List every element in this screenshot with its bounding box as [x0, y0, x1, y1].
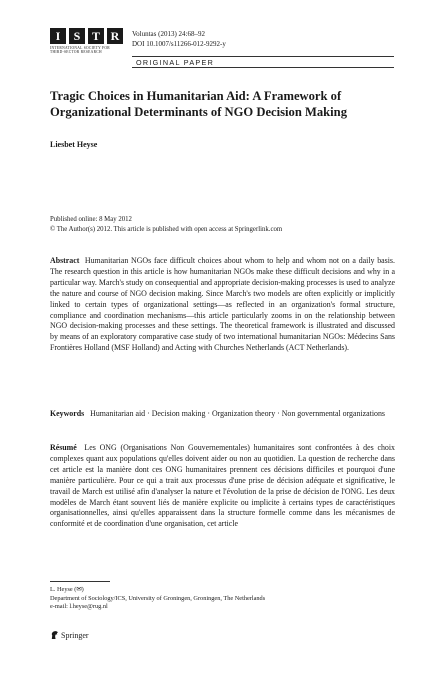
logo-letter: I	[50, 28, 66, 44]
resume-text: Les ONG (Organisations Non Gouvernementales) humanitaires sont confrontées à des choix complexes quant aux populations qu'elles doivent aider ou non au quotidien. La question de recherche dans cet article est la manière dont ces ONG humanitaires prennent ces décisions difficiles et pourquoi d'une manière particulière. Pour ce qui a trait aux processus d'une prise de décision adéquate et significative, le travail de March est utilisé afin d'analyser la nature et l'évolution de la prise de décision de l'ONG. Les deux modèles de March étant souvent liés de manière explicite ou implicite à certains types de caractéristiques organisationnelles, ainsi qu'elles apparaissent dans la structure formelle comme dans les mécanismes de conformité et de coordination d'une organisation, cet article	[50, 443, 395, 529]
footnote-affiliation: Department of Sociology/ICS, University of Groningen, Groningen, The Netherlands	[50, 594, 266, 602]
resume	[50, 443, 395, 530]
abstract	[50, 256, 395, 354]
resume-label: Résumé	[50, 443, 77, 452]
logo-subtitle-line: INTERNATIONAL SOCIETY FOR	[50, 46, 110, 50]
citation-block	[132, 29, 226, 49]
logo-letter: S	[69, 28, 85, 44]
doi[interactable]: DOI 10.1007/s11266-012-9292-y	[132, 40, 226, 48]
keywords	[50, 409, 395, 420]
article-title: Tragic Choices in Humanitarian Aid: A Framework of Organizational Determinants of NGO Decision Making	[50, 89, 347, 119]
footnote-divider	[50, 581, 110, 582]
journal-citation: Voluntas (2013) 24:68–92	[132, 30, 205, 38]
keywords-label: Keywords	[50, 409, 85, 418]
abstract-label: Abstract	[50, 256, 80, 265]
logo-letter: T	[88, 28, 104, 44]
springer-horse-icon	[50, 630, 59, 640]
logo-subtitle	[50, 46, 126, 54]
published-date: Published online: 8 May 2012	[50, 216, 132, 223]
logo-letter: R	[107, 28, 123, 44]
section-banner: ORIGINAL PAPER	[132, 56, 394, 68]
author-name: Liesbet Heyse	[50, 140, 98, 149]
footnote-author: L. Heyse (✉)	[50, 586, 84, 593]
footnote-email[interactable]: e-mail: l.heyse@rug.nl	[50, 603, 108, 611]
logo-subtitle-line: THIRD-SECTOR RESEARCH	[50, 50, 102, 55]
copyright-notice: © The Author(s) 2012. This article is published with open access at Springerlink.com	[50, 225, 283, 233]
abstract-text: Humanitarian NGOs face difficult choices about whom to help and whom not on a daily basis. The research question in this article is how humanitarian NGOs make these difficult decisions and why in a particular way. March's study on consequential and appropriate decision-making processes is used to analyze the nature and course of NGO decision making. Since March's two models are often explicitly or implicitly linked to certain types of organizational settings—as reflected in an organization's formal structure, compliance and coordination mechanisms—this article particularly zooms in on the relationship between NGO decision-making processes and these settings. The theoretical framework is illustrated and discussed by means of an exploratory comparative case study of two international humanitarian NGOs: Médecins Sans Frontières Holland (MSF Holland) and Acting with Churches Netherlands (ACT Netherlands).	[50, 256, 395, 353]
publisher-name: Springer	[61, 630, 89, 640]
publication-info	[50, 215, 282, 234]
publisher-logo	[50, 630, 89, 640]
logo-letters	[50, 28, 126, 44]
author-footnote	[50, 586, 265, 612]
journal-logo	[50, 28, 126, 54]
keywords-text: Humanitarian aid · Decision making · Organization theory · Non governmental organizations	[90, 409, 385, 418]
